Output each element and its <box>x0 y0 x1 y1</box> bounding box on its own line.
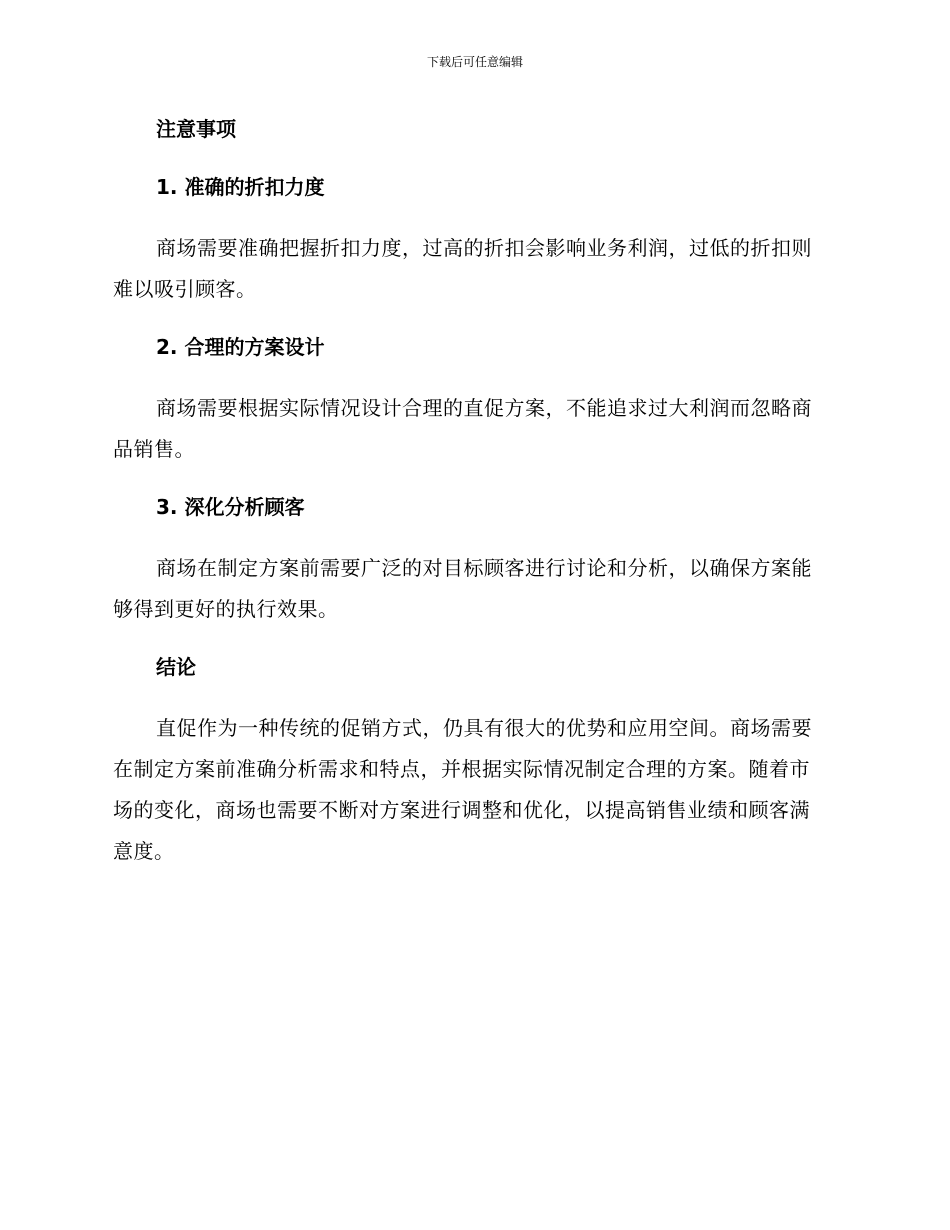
paragraph-plan-design: 商场需要根据实际情况设计合理的直促方案，不能追求过大利润而忽略商品销售。 <box>113 396 812 461</box>
paragraph-discount: 商场需要准确把握折扣力度，过高的折扣会影响业务利润，过低的折扣则难以吸引顾客。 <box>113 236 812 301</box>
page-header: 下载后可任意编辑 <box>426 55 523 69</box>
paragraph-customer-analysis: 商场在制定方案前需要广泛的对目标顾客进行讨论和分析，以确保方案能够得到更好的执行效果。 <box>113 556 812 621</box>
section-heading-notes: 注意事项 <box>156 117 236 141</box>
section-heading-discount: 1. 准确的折扣力度 <box>156 175 325 199</box>
paragraph-conclusion: 直促作为一种传统的促销方式，仍具有很大的优势和应用空间。商场需要在制定方案前准确分析需求和特点，并根据实际情况制定合理的方案。随着市场的变化，商场也需要不断对方案进行调整和优化，以提高销售业绩和顾客满意度。 <box>113 716 812 863</box>
section-heading-conclusion: 结论 <box>156 655 196 679</box>
document-body <box>113 112 830 872</box>
section-heading-plan-design: 2. 合理的方案设计 <box>156 335 325 359</box>
section-heading-customer-analysis: 3. 深化分析顾客 <box>156 495 305 519</box>
